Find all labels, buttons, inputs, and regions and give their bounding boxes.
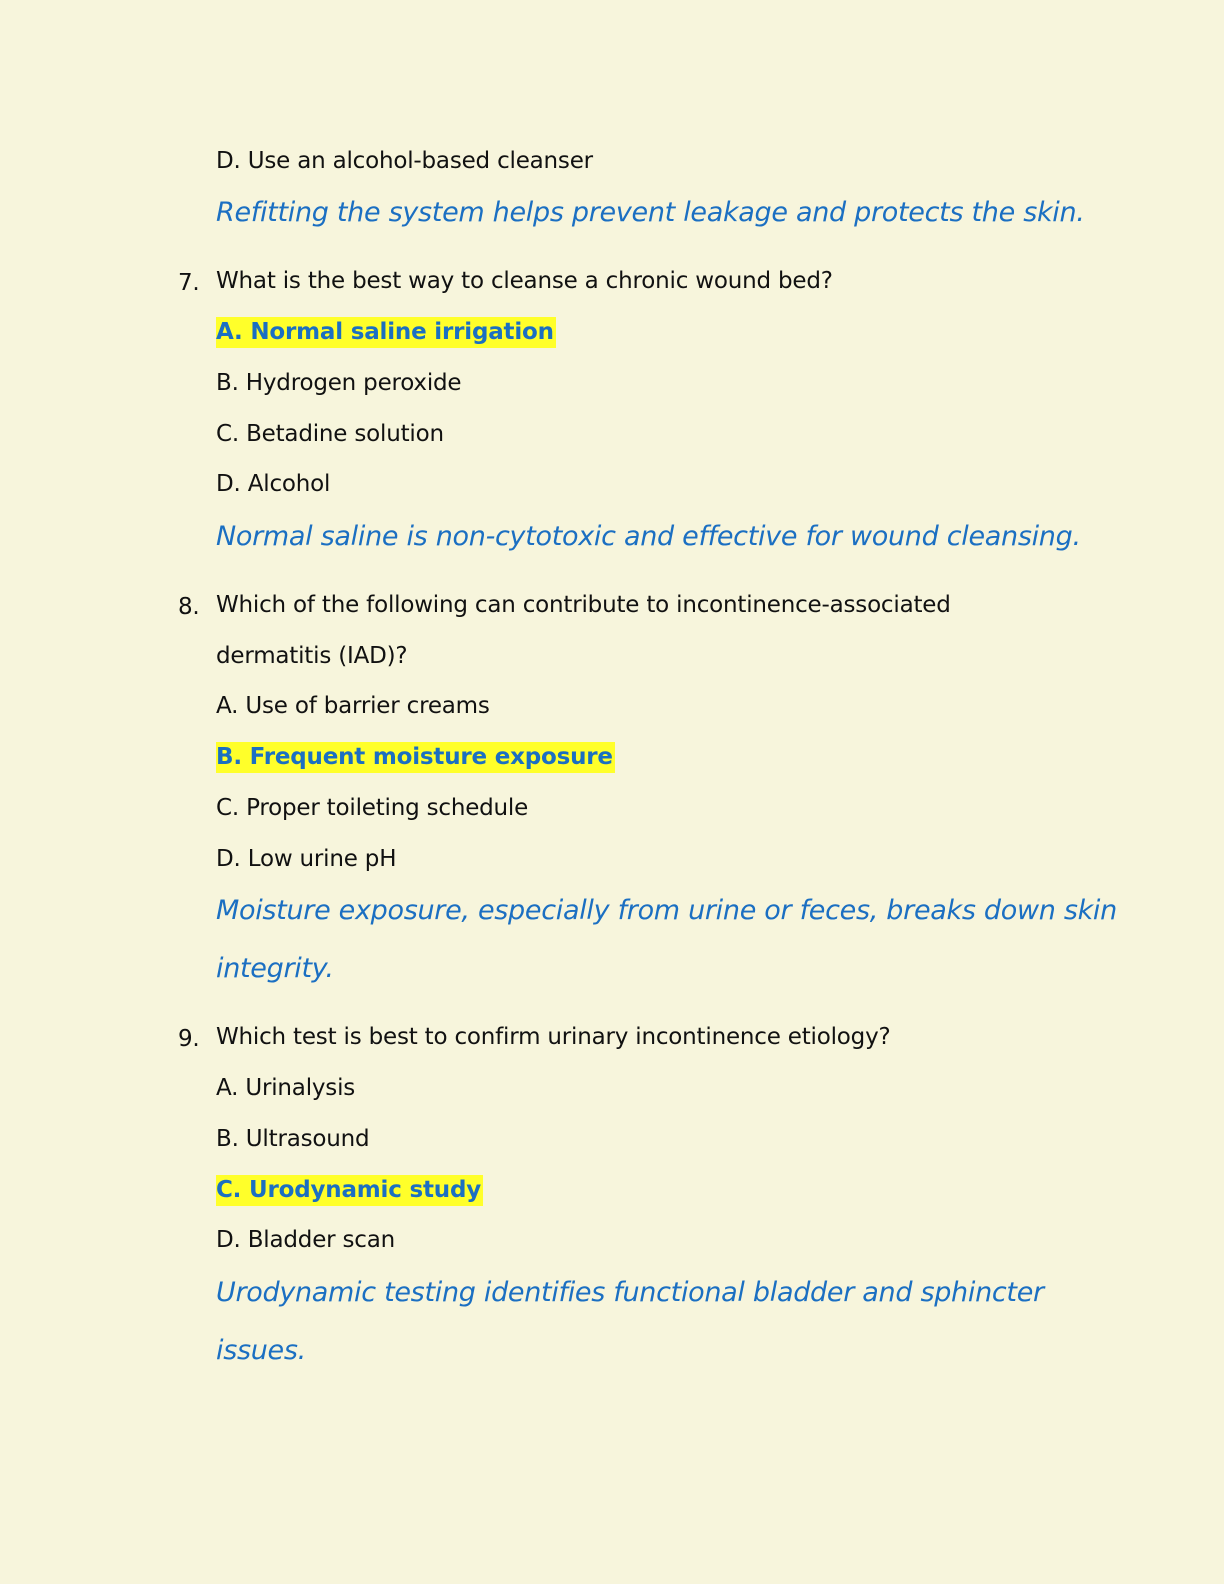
q8-question-text-line1: Which of the following can contribute to incontinence-associated — [216, 592, 951, 618]
q6-option-d: D. Use an alcohol-based cleanser — [216, 148, 593, 174]
q6-explanation: Refitting the system helps prevent leakage and protects the skin. — [216, 197, 1085, 228]
q7-option-d: D. Alcohol — [216, 471, 331, 497]
q8-option-b — [216, 742, 615, 772]
q7-number: 7. — [178, 270, 200, 296]
q7-explanation: Normal saline is non-cytotoxic and effective for wound cleansing. — [216, 521, 1081, 552]
q9-question-text: Which test is best to confirm urinary incontinence etiology? — [216, 1024, 891, 1050]
q9-number: 9. — [178, 1026, 200, 1052]
q9-explanation-line1: Urodynamic testing identifies functional bladder and sphincter — [216, 1277, 1044, 1308]
q7-option-c: C. Betadine solution — [216, 421, 444, 447]
q9-option-c — [216, 1175, 483, 1205]
q8-correct-answer: B. Frequent moisture exposure — [216, 742, 615, 773]
q7-correct-answer: A. Normal saline irrigation — [216, 317, 556, 348]
q8-option-c: C. Proper toileting schedule — [216, 795, 529, 821]
q8-option-d: D. Low urine pH — [216, 846, 397, 872]
q8-explanation-line2: integrity. — [216, 953, 334, 984]
q7-question-text: What is the best way to cleanse a chronic wound bed? — [216, 268, 833, 294]
q8-option-a: A. Use of barrier creams — [216, 693, 490, 719]
q8-explanation-line1: Moisture exposure, especially from urine or feces, breaks down skin — [216, 895, 1117, 926]
q9-option-b: B. Ultrasound — [216, 1126, 370, 1152]
q9-option-d: D. Bladder scan — [216, 1227, 396, 1253]
q7-option-a — [216, 317, 556, 347]
q9-option-a: A. Urinalysis — [216, 1075, 356, 1101]
q8-question-text-line2: dermatitis (IAD)? — [216, 643, 408, 669]
q9-correct-answer: C. Urodynamic study — [216, 1175, 483, 1206]
q9-explanation-line2: issues. — [216, 1335, 306, 1366]
q7-option-b: B. Hydrogen peroxide — [216, 370, 462, 396]
q8-number: 8. — [178, 594, 200, 620]
